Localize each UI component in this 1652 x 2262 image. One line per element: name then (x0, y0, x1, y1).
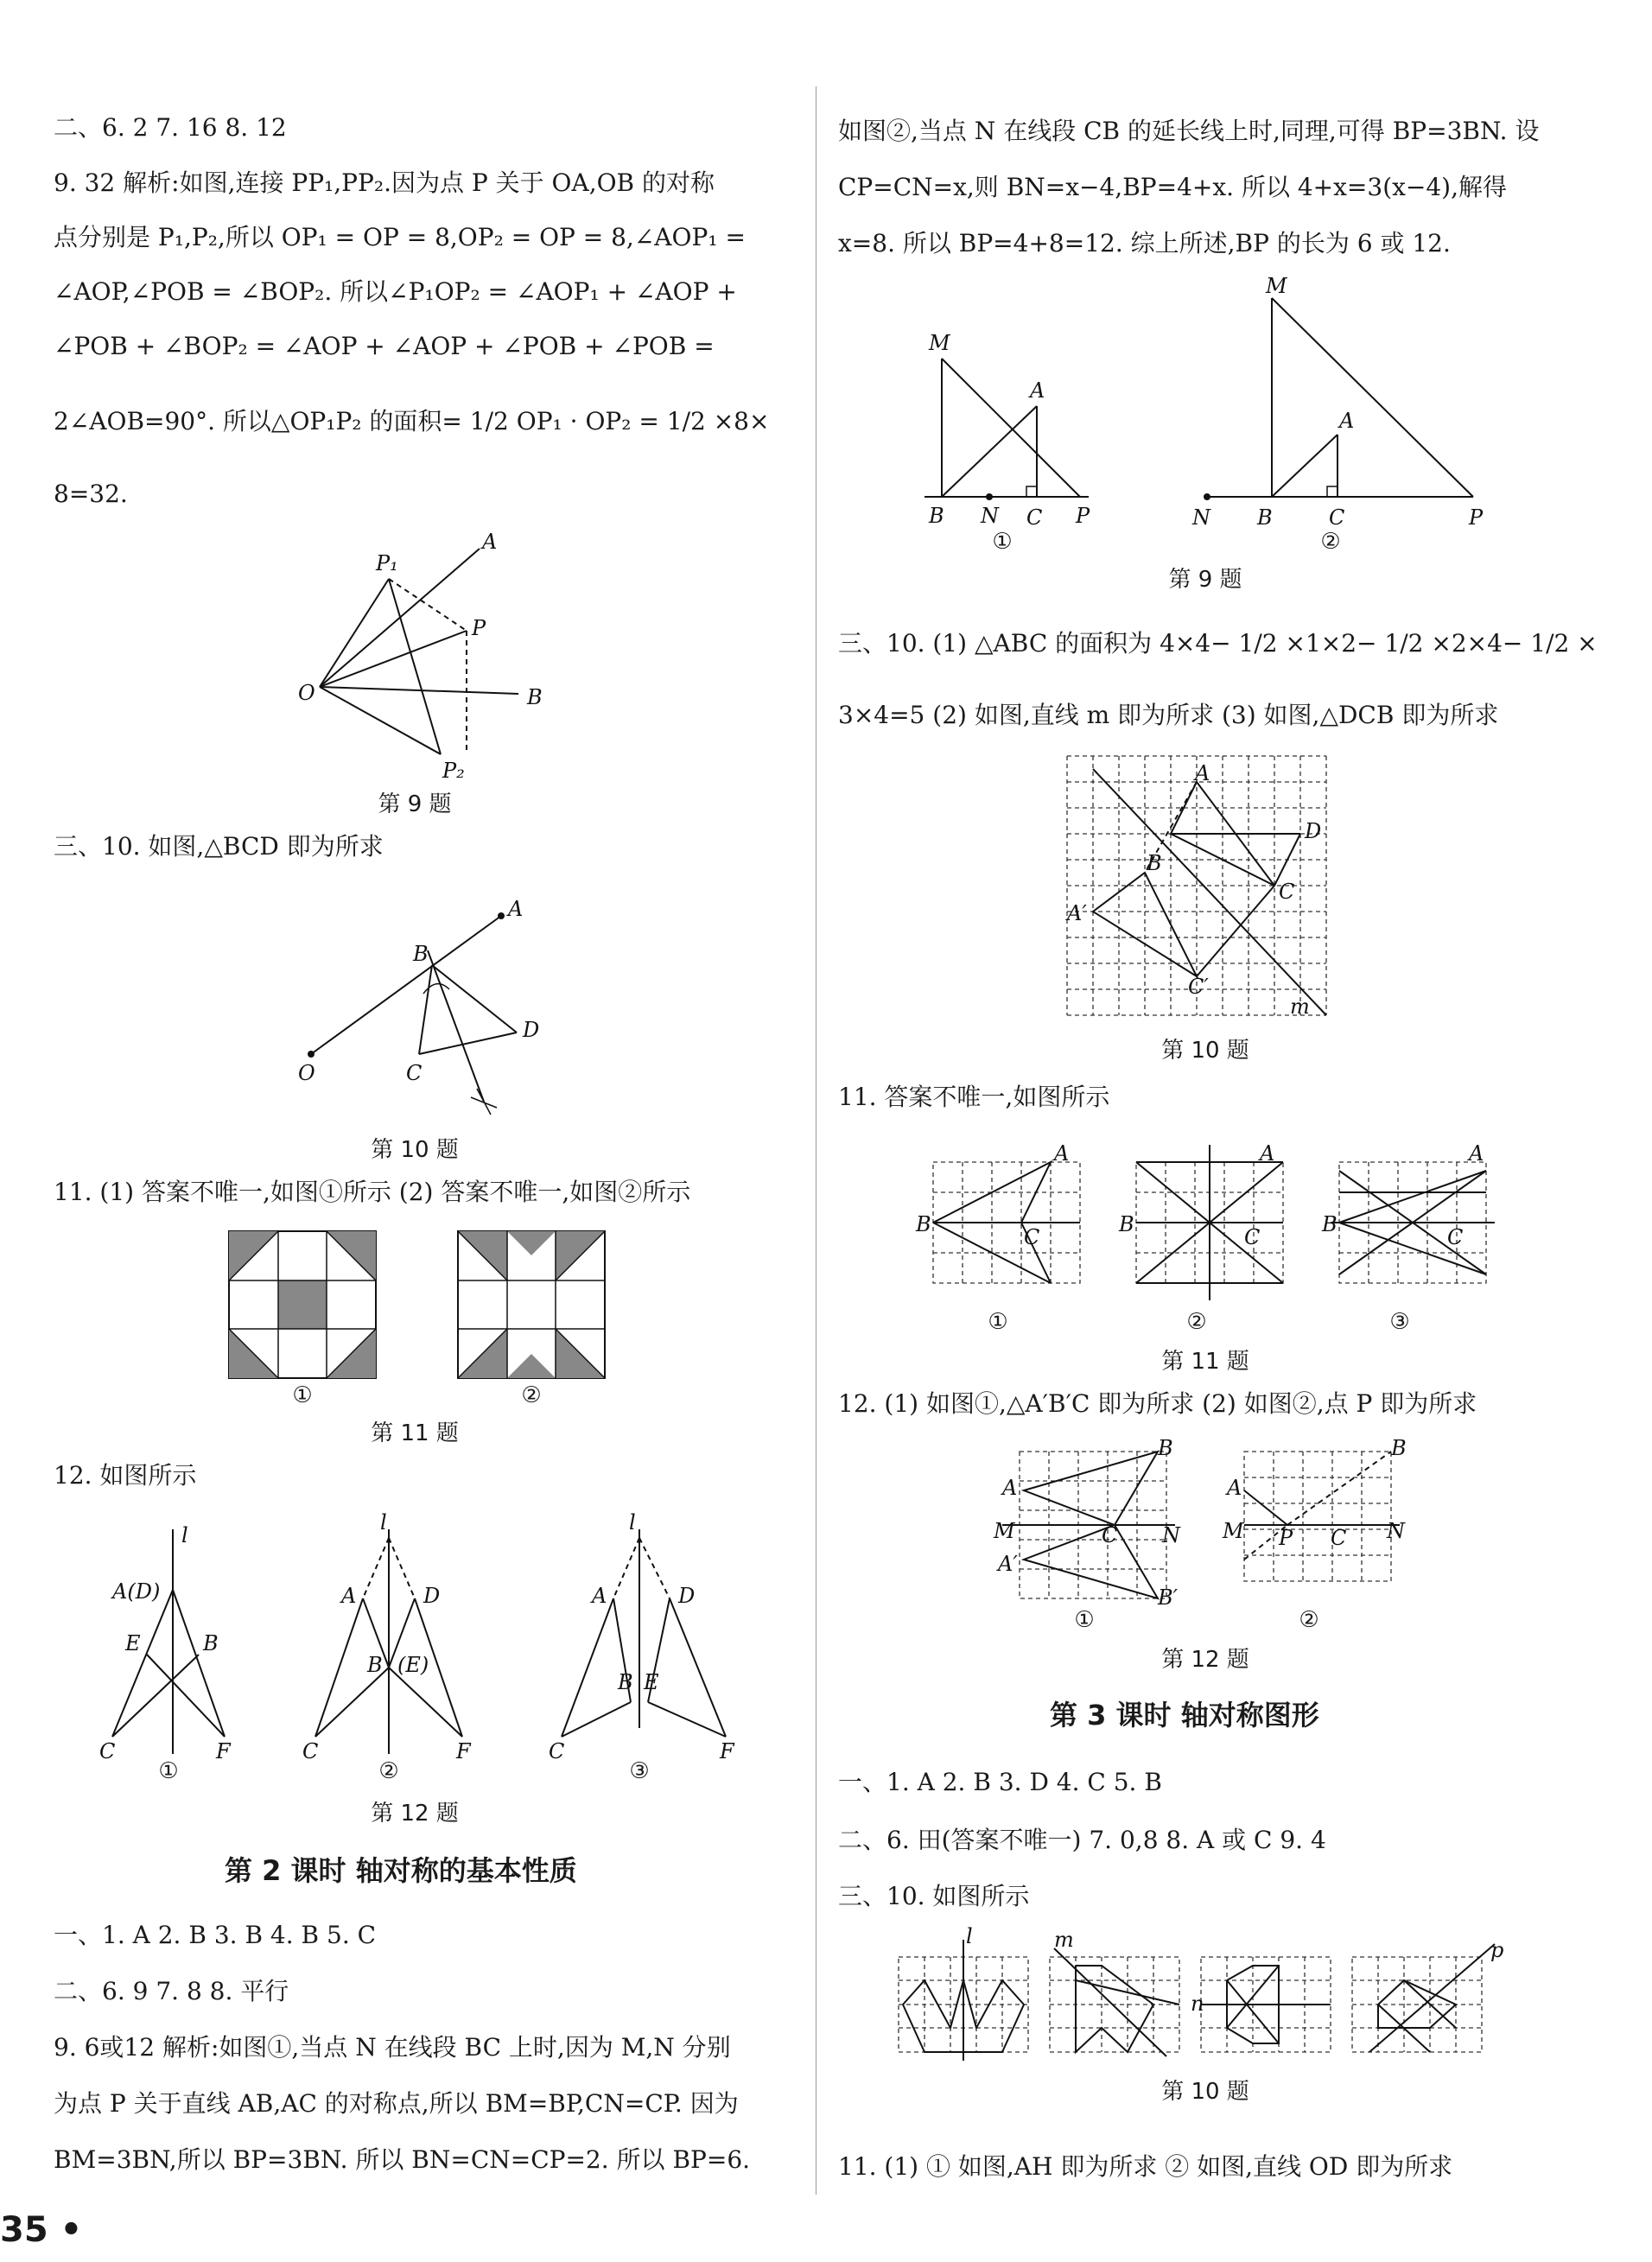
svg-text:A: A (1339, 409, 1355, 433)
figure-12-left (95, 1503, 760, 1780)
svg-text:O: O (298, 681, 315, 705)
figure-label: ① (1074, 1607, 1095, 1633)
svg-text:C′: C′ (1188, 975, 1209, 999)
figure-caption: 第 9 题 (378, 791, 452, 817)
svg-text:D: D (678, 1584, 696, 1608)
figure-label: ② (1320, 529, 1341, 555)
svg-text:C: C (1329, 505, 1345, 530)
answer-line-s1-fill: 二、6. 2 7. 16 8. 12 (54, 113, 287, 142)
figure-label: ① (158, 1758, 179, 1784)
svg-text:A: A (1054, 1141, 1070, 1166)
svg-text:F: F (456, 1739, 471, 1763)
figure-12-right (994, 1436, 1443, 1610)
figure-caption: 第 9 题 (1168, 567, 1242, 593)
answer-line-q11-right: 11. 答案不唯一,如图所示 (838, 1083, 1110, 1111)
svg-text:A: A (1227, 1476, 1242, 1500)
text-line: 9. 6或12 解析:如图①,当点 N 在线段 BC 上时,因为 M,N 分别 (54, 2033, 731, 2062)
svg-text:A: A (1469, 1141, 1484, 1166)
figure-caption: 第 11 题 (1161, 1349, 1249, 1375)
svg-text:B: B (413, 942, 429, 966)
text-line: 点分别是 P₁,P₂,所以 OP₁ = OP = 8,OP₂ = OP = 8,∠AOP₁ = (54, 223, 746, 251)
svg-text:B: B (618, 1670, 633, 1694)
figure-label: ② (1186, 1309, 1207, 1335)
svg-text:l: l (181, 1523, 188, 1547)
text-line: ∠POB + ∠BOP₂ = ∠AOP + ∠AOP + ∠POB + ∠POB = (54, 332, 715, 360)
answer-line-s2-choice: 一、1. A 2. B 3. B 4. B 5. C (54, 1921, 377, 1949)
svg-text:C: C (1447, 1225, 1464, 1249)
answer-line-s3-choice: 一、1. A 2. B 3. D 4. C 5. B (838, 1768, 1162, 1796)
answer-line-s3-q11: 11. (1) ① 如图,AH 即为所求 ② 如图,直线 OD 即为所求 (838, 2152, 1453, 2181)
figure-label: ③ (629, 1758, 650, 1784)
figure-caption: 第 10 题 (371, 1137, 459, 1163)
svg-text:A: A (508, 897, 524, 921)
figure-caption: 第 10 题 (1161, 1038, 1249, 1064)
svg-text:E: E (125, 1631, 141, 1655)
text-line: CP=CN=x,则 BN=x−4,BP=4+x. 所以 4+x=3(x−4),解得 (838, 173, 1508, 201)
svg-text:(E): (E) (397, 1653, 429, 1677)
figure-caption: 第 12 题 (1161, 1647, 1249, 1673)
svg-text:C: C (302, 1739, 319, 1763)
svg-text:A: A (1195, 761, 1210, 785)
svg-text:B: B (1119, 1212, 1134, 1236)
svg-text:P: P (1279, 1526, 1293, 1550)
svg-text:E: E (644, 1670, 659, 1694)
figure-11-left-2 (458, 1231, 605, 1378)
answer-line-q12-right: 12. (1) 如图①,△A′B′C 即为所求 (2) 如图②,点 P 即为所求 (838, 1389, 1477, 1418)
svg-text:D: D (523, 1018, 540, 1042)
svg-text:l: l (380, 1510, 387, 1534)
svg-text:P: P (472, 616, 486, 640)
svg-text:P₂: P₂ (442, 759, 465, 783)
figure-label: ① (992, 529, 1013, 555)
svg-text:C: C (1244, 1225, 1261, 1249)
svg-text:B: B (203, 1631, 219, 1655)
answer-line-q10: 三、10. 如图,△BCD 即为所求 (54, 832, 384, 861)
svg-text:F: F (216, 1739, 231, 1763)
figure-caption: 第 11 题 (371, 1420, 459, 1446)
text-line: 如图②,当点 N 在线段 CB 的延长线上时,同理,可得 BP=3BN. 设 (838, 117, 1540, 145)
figure-10-right (1067, 756, 1344, 1033)
svg-text:N: N (1162, 1523, 1180, 1547)
text-line: x=8. 所以 BP=4+8=12. 综上所述,BP 的长为 6 或 12. (838, 229, 1451, 257)
svg-text:M: M (1266, 274, 1287, 298)
svg-text:A: A (1030, 378, 1045, 403)
svg-text:C: C (1024, 1225, 1040, 1249)
svg-text:m: m (1290, 994, 1310, 1019)
svg-text:B: B (1322, 1212, 1337, 1236)
answer-line-q12: 12. 如图所示 (54, 1461, 197, 1490)
text-line: BM=3BN,所以 BP=3BN. 所以 BN=CN=CP=2. 所以 BP=6. (54, 2145, 751, 2174)
svg-text:N: N (1192, 505, 1210, 530)
svg-text:C: C (1331, 1526, 1347, 1550)
svg-text:A: A (1260, 1141, 1275, 1166)
figure-caption: 第 10 题 (1161, 2079, 1249, 2105)
svg-text:A: A (592, 1584, 607, 1608)
answer-line-s3-q10: 三、10. 如图所示 (838, 1882, 1030, 1910)
svg-text:A: A (341, 1584, 357, 1608)
text-line: 9. 32 解析:如图,连接 PP₁,PP₂.因为点 P 关于 OA,OB 的对称 (54, 168, 715, 197)
text-line: 为点 P 关于直线 AB,AC 的对称点,所以 BM=BP,CN=CP. 因为 (54, 2089, 739, 2118)
figure-10b-right (890, 1924, 1512, 2061)
figure-caption: 第 12 题 (371, 1801, 459, 1827)
section-title-lesson-2: 第 2 课时 轴对称的基本性质 (225, 1854, 577, 1887)
svg-text:C: C (406, 1061, 423, 1085)
text-line: 三、10. (1) △ABC 的面积为 4×4− 1/2 ×1×2− 1/2 ×2×4− 1/2 × (838, 629, 1598, 658)
svg-text:D: D (1305, 819, 1322, 843)
text-line: ∠AOP,∠POB = ∠BOP₂. 所以∠P₁OP₂ = ∠AOP₁ + ∠AOP + (54, 277, 737, 306)
section-title-lesson-3: 第 3 课时 轴对称图形 (1050, 1699, 1319, 1731)
svg-text:C: C (1026, 505, 1043, 530)
figure-label: ① (988, 1309, 1008, 1335)
svg-text:B: B (1147, 851, 1162, 875)
page-number: 35 • (0, 2210, 83, 2250)
text-line: 2∠AOB=90°. 所以△OP₁P₂ 的面积= 1/2 OP₁ · OP₂ = 1/2 ×8× (54, 407, 770, 435)
svg-text:B: B (916, 1212, 931, 1236)
svg-text:A: A (1002, 1476, 1018, 1500)
svg-text:P: P (1469, 505, 1484, 530)
svg-text:p: p (1490, 1938, 1504, 1962)
svg-text:D: D (423, 1584, 441, 1608)
svg-text:B: B (367, 1653, 383, 1677)
svg-text:m: m (1054, 1928, 1074, 1952)
figure-9-left (294, 531, 553, 782)
figure-label: ③ (1389, 1309, 1410, 1335)
answer-line-q11: 11. (1) 答案不唯一,如图①所示 (2) 答案不唯一,如图②所示 (54, 1178, 691, 1206)
svg-text:B: B (527, 685, 543, 709)
figure-label: ① (292, 1382, 313, 1408)
svg-text:C: C (549, 1739, 565, 1763)
svg-text:F: F (720, 1739, 734, 1763)
svg-text:M: M (994, 1519, 1015, 1543)
figure-label: ② (521, 1382, 542, 1408)
svg-text:A′: A′ (1067, 901, 1087, 925)
figure-10-left (285, 881, 562, 1132)
figure-11-right (916, 1141, 1538, 1309)
svg-text:B: B (929, 504, 944, 528)
figure-11-left-1 (229, 1231, 376, 1378)
svg-text:N: N (1387, 1519, 1405, 1543)
svg-text:B: B (1257, 505, 1273, 530)
svg-text:n: n (1191, 1992, 1204, 2016)
svg-text:C: C (1279, 880, 1295, 904)
svg-text:M: M (1223, 1519, 1244, 1543)
svg-text:l: l (629, 1510, 636, 1534)
svg-text:O: O (298, 1061, 315, 1085)
svg-text:l: l (966, 1924, 973, 1948)
text-line: 3×4=5 (2) 如图,直线 m 即为所求 (3) 如图,△DCB 即为所求 (838, 701, 1499, 729)
svg-text:P₁: P₁ (376, 551, 398, 575)
svg-text:P: P (1076, 504, 1090, 528)
figure-9-right (916, 274, 1521, 540)
svg-text:B: B (1391, 1436, 1407, 1460)
svg-text:N: N (981, 504, 999, 528)
svg-text:C: C (99, 1739, 116, 1763)
svg-text:B′: B′ (1158, 1585, 1179, 1610)
answer-line-s3-fill: 二、6. 田(答案不唯一) 7. 0,8 8. A 或 C 9. 4 (838, 1826, 1326, 1854)
svg-text:M: M (929, 331, 950, 355)
figure-label: ② (1299, 1607, 1319, 1633)
text-line: 8=32. (54, 480, 128, 508)
figure-label: ② (378, 1758, 399, 1784)
svg-text:A′: A′ (998, 1552, 1018, 1576)
svg-text:A(D): A(D) (112, 1579, 161, 1604)
answer-line-s2-fill: 二、6. 9 7. 8 8. 平行 (54, 1977, 289, 2005)
svg-text:C: C (1102, 1523, 1118, 1547)
svg-text:A: A (482, 530, 498, 554)
svg-text:B: B (1158, 1436, 1173, 1460)
